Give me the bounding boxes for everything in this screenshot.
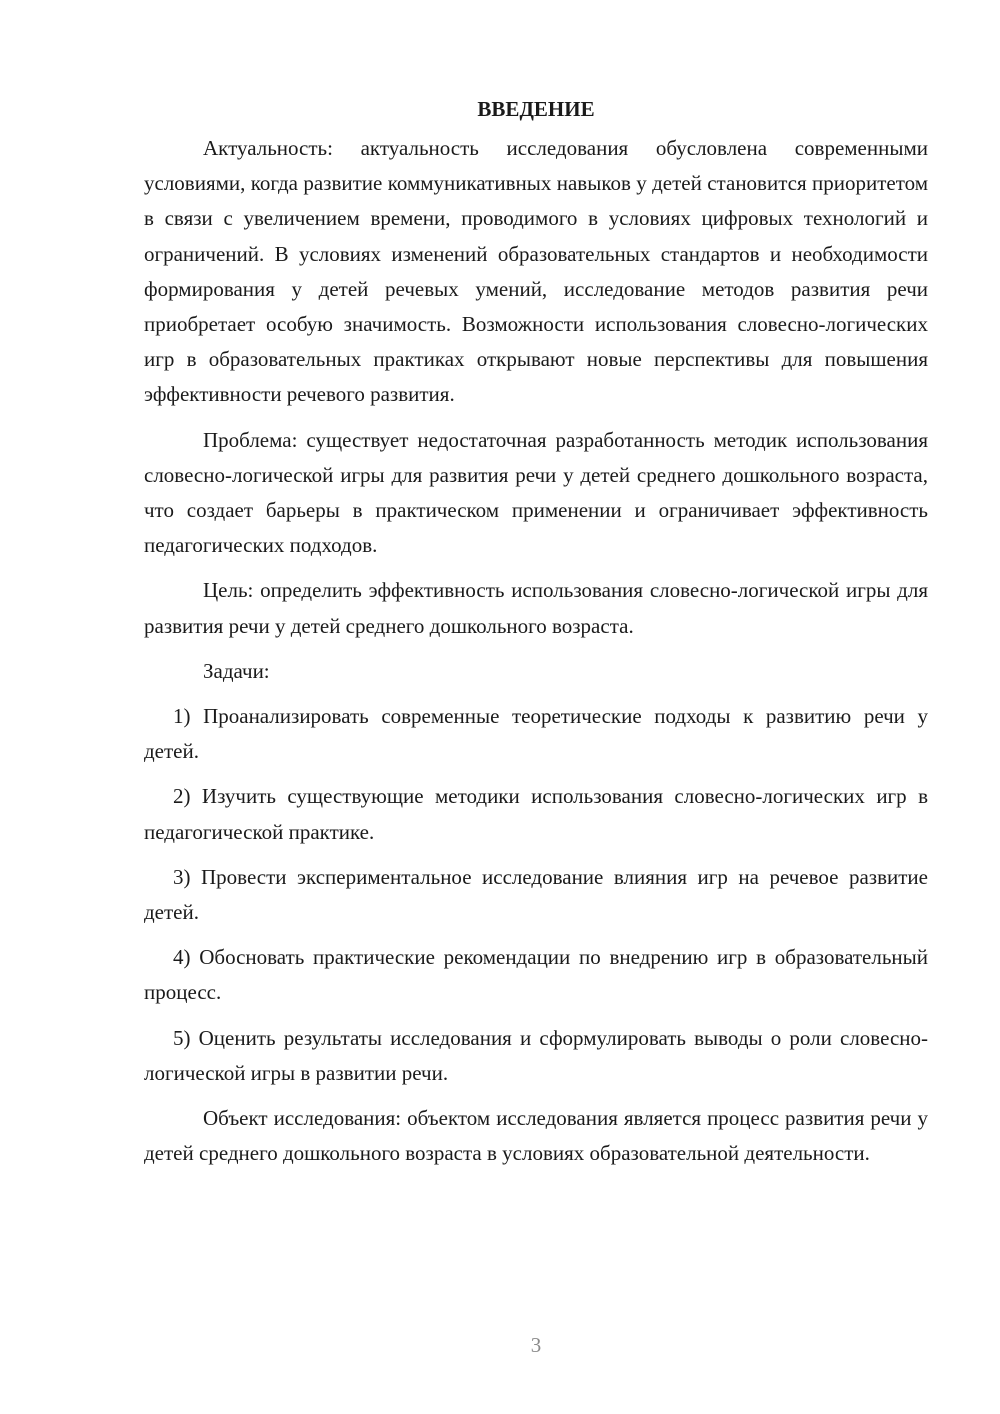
- page-number: 3: [530, 1333, 542, 1357]
- task-item-5: 5) Оценить результаты исследования и сформулировать выводы о роли словесно-логической игры в развитии речи.: [144, 1025, 928, 1085]
- relevance-paragraph: Актуальность: актуальность исследования обусловлена современными условиями, когда развитие коммуникативных навыков у детей становится приоритетом в связи с увеличением времени, проводимого в условиях цифровых технологий и ограничений. В условиях изменений образовательных стандартов и необходимости формирования у детей речевых умений, исследование методов развития речи приобретает особую значимость. Возможности использования словесно-логических игр в образовательных практиках открывают новые перспективы для повышения эффективности речевого развития.: [144, 136, 928, 407]
- goal-paragraph: Цель: определить эффективность использования словесно-логической игры для развития речи у детей среднего дошкольного возраста.: [144, 578, 928, 638]
- document-page: [144, 92, 928, 1181]
- task-item-4: 4) Обосновать практические рекомендации по внедрению игр в образовательный процесс.: [144, 945, 928, 1005]
- task-item-3: 3) Провести экспериментальное исследование влияния игр на речевое развитие детей.: [144, 864, 928, 925]
- object-paragraph: Объект исследования: объектом исследования является процесс развития речи у детей среднего дошкольного возраста в условиях образовательной деятельности.: [144, 1106, 928, 1166]
- task-item-2: 2) Изучить существующие методики использования словесно-логических игр в педагогической практике.: [144, 784, 928, 844]
- page-title: ВВЕДЕНИЕ: [477, 97, 595, 121]
- tasks-heading: Задачи:: [203, 658, 270, 683]
- task-item-1: 1) Проанализировать современные теоретические подходы к развитию речи у детей.: [144, 704, 928, 764]
- problem-paragraph: Проблема: существует недостаточная разработанность методик использования словесно-логической игры для развития речи у детей среднего дошкольного возраста, что создает барьеры в практическом применении и ограничивает эффективность педагогических подходов.: [144, 427, 928, 558]
